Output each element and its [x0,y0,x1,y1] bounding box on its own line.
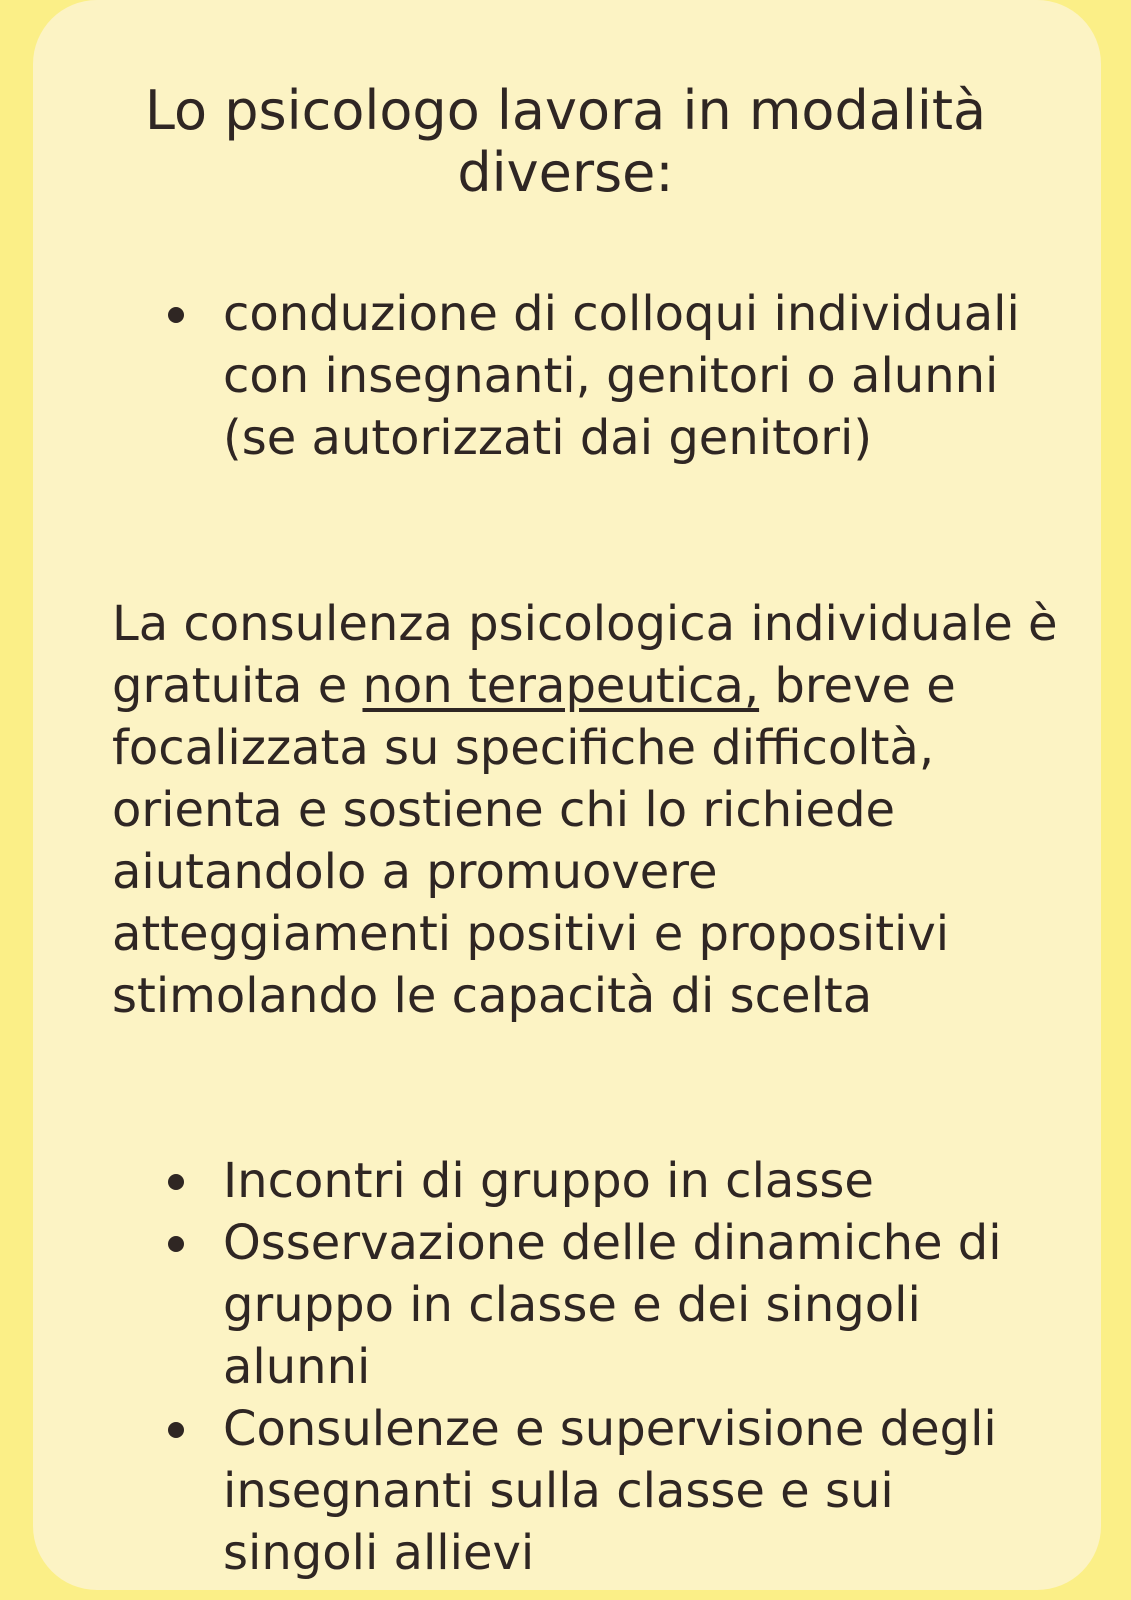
consultation-paragraph [112,593,1062,1027]
title-line-2: diverse: [457,141,674,204]
title-line-1: Lo psicologo lavora in modalità [144,79,987,142]
list-item: Incontri di gruppo in classe [168,1150,1048,1212]
page-title [0,80,1131,204]
paragraph-underlined-text: non terapeutica, [362,658,760,714]
modalities-list-bottom [168,1150,1048,1584]
list-item: Osservazione delle dinamiche di gruppo in classe e dei singoli alunni [168,1212,1048,1398]
paragraph-text-start: La consulenza psicologica individuale è gratuita e [112,596,1058,714]
modalities-list-top [168,283,1048,469]
list-item: Consulenze e supervisione degli insegnanti sulla classe e sui singoli allievi [168,1398,1048,1584]
list-item: conduzione di colloqui individuali con insegnanti, genitori o alunni (se autorizzati dai genitori) [168,283,1048,469]
paragraph-text-end: breve e focalizzata su specifiche difficoltà, orienta e sostiene chi lo richiede aiutandolo a promuovere atteggiamenti positivi e propositivi stimolando le capacità di scelta [112,658,956,1024]
